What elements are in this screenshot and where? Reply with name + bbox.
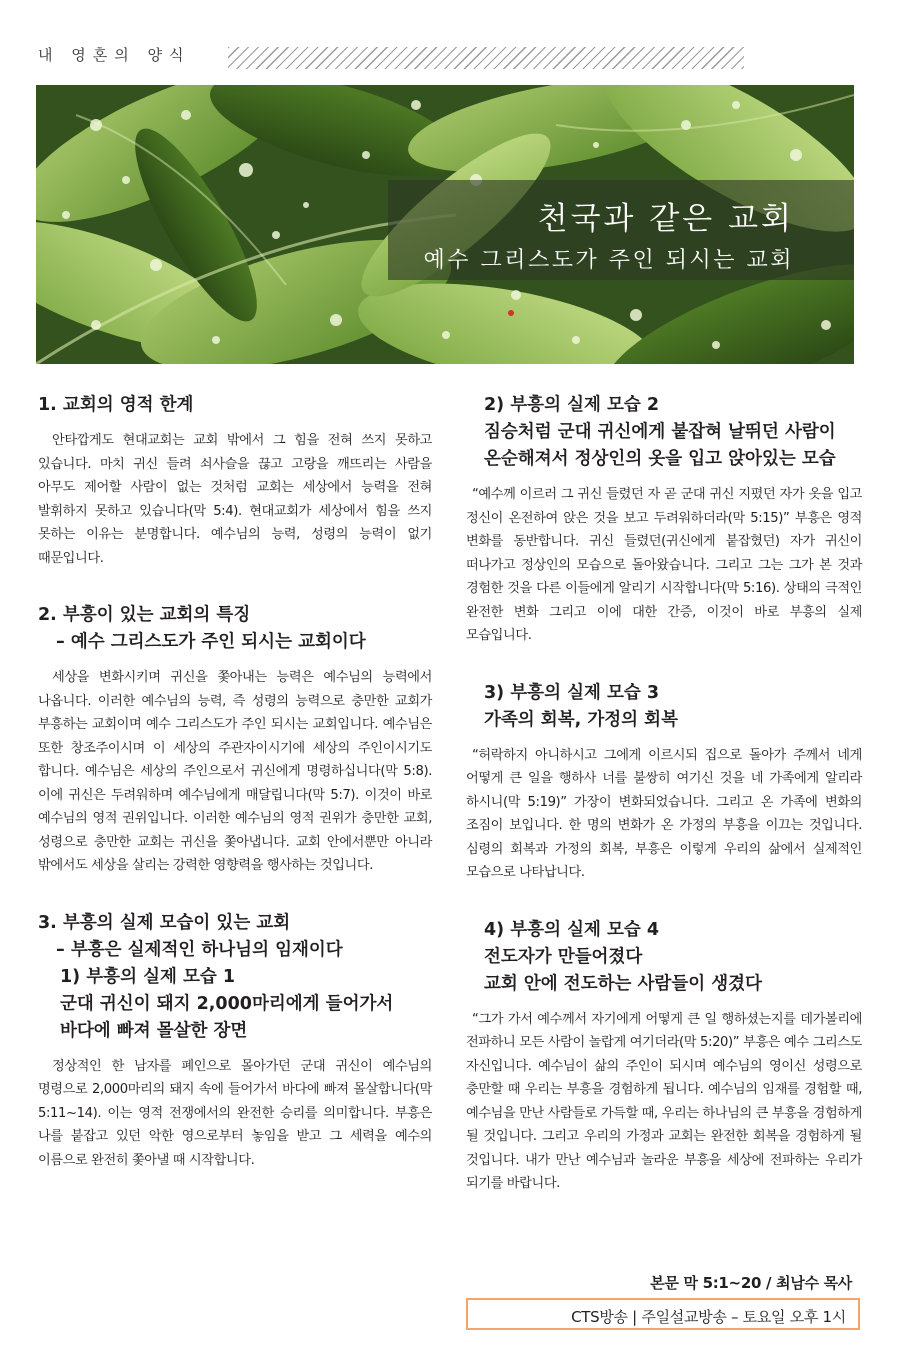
broadcast-info-box (466, 1298, 860, 1330)
revival-3 (466, 680, 862, 885)
section-1-heading-line: 1. 교회의 영적 한계 (38, 395, 194, 415)
revival-4-heading-line1: 4) 부흥의 실제 모습 4 (484, 919, 660, 940)
revival-2-body: “예수께 이르러 그 귀신 들렸던 자 곧 군대 귀신 지폈던 자가 옷을 입고 정신이 온전하여 앉은 것을 보고 두려워하더라(막 5:15)” 부흥은 영적 변화를 동반합니다. 귀신 들렸던(귀신에게 붙잡혔던) 자가 귀신이 떠나가고 정상인의 모습으로 돌아왔습니다. 그리고 그는 그가 본 것과 경험한 것을 다른 이들에게 알리기 시작합니다(막 5:16). 상태의 극적인 완전한 변화 그리고 이에 대한 간증, 이것이 바로 부흥의 실제 모습입니다. (466, 487, 862, 643)
hero-banner (36, 85, 854, 364)
revival-2-heading-line2: 짐승처럼 군대 귀신에게 붙잡혀 날뛰던 사람이 (484, 422, 836, 442)
revival-2-heading-line1: 2) 부흥의 실제 모습 2 (484, 395, 660, 415)
section-1 (38, 392, 432, 570)
sermon-reference: 본문 막 5:1~20 / 최남수 목사 (650, 1274, 852, 1292)
revival-4-heading (466, 917, 862, 998)
section-3-heading-line1: 3. 부흥의 실제 모습이 있는 교회 (38, 912, 291, 933)
hatch-divider (228, 47, 744, 69)
section-2-heading-line2: – 예수 그리스도가 주인 되시는 교회이다 (56, 632, 366, 652)
section-2 (38, 602, 432, 878)
section-3-heading-line5: 바다에 빠져 몰살한 장면 (60, 1020, 248, 1041)
page-title: 천국과 같은 교회 (537, 201, 794, 237)
section-3-heading-line4: 군대 귀신이 돼지 2,000마리에게 들어가서 (60, 993, 394, 1014)
page-subtitle: 예수 그리스도가 주인 되시는 교회 (423, 248, 794, 273)
section-2-heading (38, 602, 432, 656)
section-3-heading-line3: 1) 부흥의 실제 모습 1 (60, 966, 236, 987)
revival-3-heading (466, 680, 862, 734)
right-column (466, 392, 862, 1196)
revival-4-heading-line3: 교회 안에 전도하는 사람들이 생겼다 (484, 973, 762, 994)
revival-2-heading (466, 392, 862, 473)
revival-2 (466, 392, 862, 648)
revival-3-heading-line2: 가족의 회복, 가정의 회복 (484, 709, 678, 730)
left-column (38, 392, 432, 1172)
section-1-body: 안타깝게도 현대교회는 교회 밖에서 그 힘을 전혀 쓰지 못하고 있습니다. 마치 귀신 들려 쇠사슬을 끊고 고랑을 깨뜨리는 사람을 아무도 제어할 사람이 없는 것처럼 교회는 세상에서 능력을 전혀 발휘하지 못하고 있습니다(막 5:4). 현대교회가 세상에서 힘을 쓰지 못하는 이유는 분명합니다. 예수님의 능력, 성령의 능력이 없기 때문입니다. (38, 433, 432, 566)
revival-3-body: “허락하지 아니하시고 그에게 이르시되 집으로 돌아가 주께서 네게 어떻게 큰 일을 행하사 너를 불쌍히 여기신 것을 네 가족에게 알리라 하시니(막 5:19)” 가장이 변화되었습니다. 그리고 온 가족에 변화의 조짐이 보입니다. 한 명의 변화가 온 가정의 부흥을 이끄는 것입니다. 심령의 회복과 가정의 회복, 부흥은 이렇게 우리의 삶에서 실제적인 모습으로 나타납니다. (466, 747, 862, 880)
revival-3-heading-line1: 3) 부흥의 실제 모습 3 (484, 682, 660, 703)
section-3 (38, 910, 432, 1173)
revival-4-body: “그가 가서 예수께서 자기에게 어떻게 큰 일 행하셨는지를 데가볼리에 전파하니 모든 사람이 놀랍게 여기더라(막 5:20)” 부흥은 예수 그리스도 자신입니다. 예수님이 삶의 주인이 되시며 예수님의 영이신 성령으로 충만할 때 우리는 부흥을 경험하게 됩니다. 예수님의 임재를 경험할 때, 예수님을 만난 사람들로 가득할 때, 우리는 하나님의 큰 부흥을 경험하게 될 것입니다. 그리고 우리의 가정과 교회는 완전한 회복을 경험하게 될 것입니다. 내가 만난 예수님과 놀라운 부흥을 세상에 전파하는 우리가 되기를 바랍니다. (466, 1011, 862, 1191)
section-3-body: 정상적인 한 남자를 폐인으로 몰아가던 군대 귀신이 예수님의 명령으로 2,000마리의 돼지 속에 들어가서 바다에 빠져 몰살합니다(막 5:11~14). 이는 영적 전쟁에서의 완전한 승리를 의미합니다. 부흥은 나를 붙잡고 있던 악한 영으로부터 놓임을 받고 그 세력을 예수의 이름으로 완전히 쫓아낼 때 시작합니다. (38, 1058, 432, 1168)
section-label: 내 영혼의 양식 (38, 46, 191, 64)
revival-2-heading-line3: 온순해져서 정상인의 옷을 입고 앉아있는 모습 (484, 449, 836, 469)
section-2-body: 세상을 변화시키며 귀신을 쫓아내는 능력은 예수님의 능력에서 나옵니다. 이러한 예수님의 능력, 즉 성령의 능력으로 충만한 교회가 부흥하는 교회이며 예수 그리스도가 주인 되시는 교회입니다. 예수님은 또한 창조주이시며 이 세상의 주관자이시기에 세상의 주인이시기도 합니다. 예수님은 세상의 주인으로서 귀신에게 명령하십니다(막 5:8). 이에 귀신은 두려워하며 예수님에게 매달립니다(막 5:7). 이것이 바로 예수님의 영적 권위입니다. 이러한 예수님의 영적 권위가 충만한 교회, 성령으로 충만한 교회는 귀신을 쫓아냅니다. 교회 안에서뿐만 아니라 밖에서도 세상을 살리는 강력한 영향력을 행사하는 것입니다. (38, 670, 432, 873)
revival-4 (466, 917, 862, 1196)
section-3-heading-line2: – 부흥은 실제적인 하나님의 임재이다 (56, 939, 343, 960)
revival-4-heading-line2: 전도자가 만들어졌다 (484, 946, 643, 967)
section-1-heading (38, 392, 432, 419)
broadcast-info: CTS방송 | 주일설교방송 – 토요일 오후 1시 (571, 1308, 846, 1326)
section-2-heading-line1: 2. 부흥이 있는 교회의 특징 (38, 605, 251, 625)
section-3-heading (38, 910, 432, 1045)
